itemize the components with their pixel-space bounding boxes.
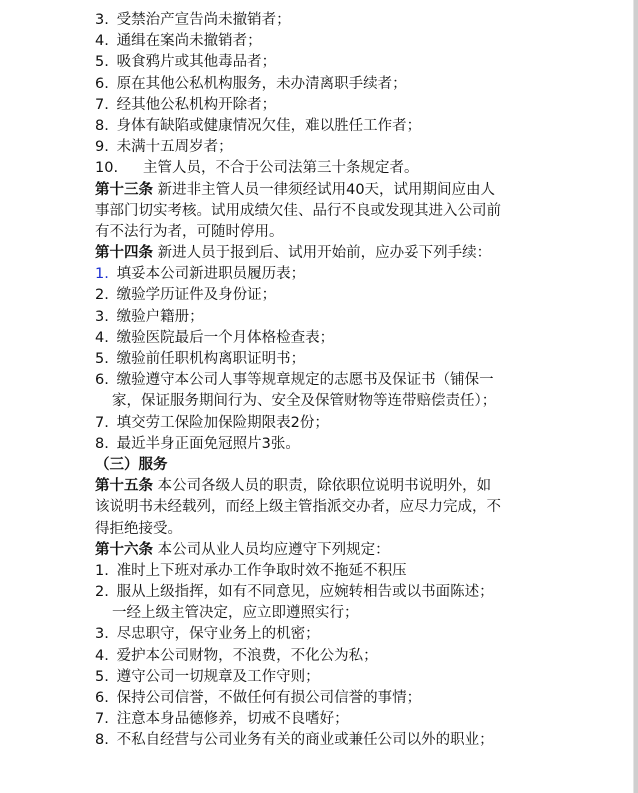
- article-13-line: 有不法行为者，可随时停用。: [95, 223, 284, 240]
- item-number: 8.: [95, 435, 109, 452]
- item-number: 5.: [95, 668, 109, 685]
- list-item: [95, 95, 545, 116]
- list-item: [95, 370, 545, 391]
- list-item: [95, 10, 545, 31]
- list-item: [95, 413, 545, 434]
- item-text: 注意本身品德修养，切戒不良嗜好；: [116, 711, 349, 728]
- item-text: 爱护本公司财物，不浪费，不化公为私；: [116, 647, 378, 664]
- article-title: 第十五条: [95, 478, 153, 495]
- list-item: [95, 349, 545, 370]
- article-13-line: 事部门切实考核。试用成绩欠佳、品行不良或发现其进入公司前: [95, 202, 501, 219]
- article-16: [95, 540, 545, 561]
- item-number: 6.: [95, 75, 109, 92]
- article-13: [95, 180, 545, 201]
- item-number: 7.: [95, 414, 109, 431]
- list-item: [95, 582, 545, 603]
- item-text: 缴验前任职机构离职证明书；: [116, 351, 306, 367]
- list-item: [95, 31, 545, 52]
- list-item: [95, 328, 545, 349]
- list-item: [95, 667, 545, 688]
- item-text: 缴验户籍册；: [116, 308, 204, 325]
- item-text: 遵守公司一切规章及工作守则；: [116, 668, 320, 685]
- item-number: 4.: [95, 647, 109, 664]
- article-text: 本公司各级人员的职责，除依职位说明书说明外，如: [153, 478, 492, 495]
- item-number: 10.: [95, 160, 119, 177]
- item-text: 受禁治产宣告尚未撤销者；: [116, 12, 291, 28]
- page-edge-scrollbar: [633, 0, 638, 793]
- item-number: 9.: [95, 139, 109, 156]
- item-number: 1.: [95, 562, 109, 579]
- item-text: 准时上下班对承办工作争取时效不拖延不积压: [116, 562, 407, 579]
- list-item: [95, 688, 545, 709]
- list-item: [95, 52, 545, 73]
- item-number: 3.: [95, 626, 109, 643]
- section-heading: （三）服务: [95, 456, 168, 473]
- item-number: 7.: [95, 711, 109, 728]
- item-text: 填交劳工保险加保险期限表2份；: [116, 414, 329, 431]
- item-text: 原在其他公私机构服务，未办清离职手续者；: [116, 75, 407, 92]
- item-number: 3.: [95, 308, 109, 325]
- list-item: [95, 730, 545, 751]
- item-number: 2.: [95, 584, 109, 601]
- list-item: [95, 307, 545, 328]
- list-item: [95, 158, 545, 179]
- item-number: 4.: [95, 33, 109, 50]
- item-text: 服从上级指挥，如有不同意见，应婉转相告或以书面陈述；: [116, 584, 494, 601]
- article-title: 第十三条: [95, 181, 153, 198]
- list-item: [95, 709, 545, 730]
- item-number: 1.: [95, 266, 109, 283]
- item-number: 8.: [95, 732, 109, 749]
- item-number: 8.: [95, 117, 109, 134]
- item-text: 未满十五周岁者；: [116, 139, 233, 156]
- item-text: 缴验遵守本公司人事等规章规定的志愿书及保证书（铺保一: [116, 372, 494, 389]
- item-number: 3.: [95, 12, 109, 28]
- item-number: 6.: [95, 690, 109, 706]
- item-text: 一经上级主管决定，应立即遵照实行；: [112, 605, 359, 622]
- list-item: [95, 74, 545, 95]
- list-item-continuation: [95, 603, 545, 624]
- item-text: 填妥本公司新进职员履历表；: [116, 266, 306, 283]
- article-text: 新进非主管人员一律须经试用40天，试用期间应由人: [153, 181, 496, 198]
- item-text: 经其他公私机构开除者；: [116, 96, 277, 113]
- item-number: 7.: [95, 96, 109, 113]
- article-15: [95, 476, 545, 497]
- item-text: 家，保证服务期间行为、安全及保管财物等连带赔偿责任）；: [112, 393, 497, 410]
- list-item: [95, 137, 545, 158]
- item-number: 5.: [95, 351, 109, 367]
- list-item: [95, 624, 545, 645]
- item-text: 尽忠职守，保守业务上的机密；: [116, 626, 320, 643]
- list-item: [95, 285, 545, 306]
- article-title: 第十四条: [95, 245, 153, 262]
- article-15-line: 该说明书未经载列，而经上级主管指派交办者，应尽力完成，不: [95, 499, 501, 516]
- item-text: 缴验学历证件及身份证；: [116, 287, 277, 304]
- list-item: [95, 434, 545, 455]
- list-item-continuation: [95, 391, 545, 412]
- item-text: 缴验医院最后一个月体格检查表；: [116, 329, 335, 346]
- item-text: 不私自经营与公司业务有关的商业或兼任公司以外的职业；: [116, 732, 494, 749]
- item-text: 身体有缺陷或健康情况欠佳，难以胜任工作者；: [116, 117, 422, 134]
- item-number: 5.: [95, 54, 109, 71]
- list-item: [95, 646, 545, 667]
- article-14: [95, 243, 545, 264]
- item-text: 通缉在案尚未撤销者；: [116, 33, 262, 50]
- article-15-line: 得拒绝接受。: [95, 520, 182, 537]
- item-text: 最近半身正面免冠照片3张。: [116, 435, 300, 452]
- list-item: [95, 264, 545, 285]
- list-item: [95, 561, 545, 582]
- document-page: [95, 10, 545, 752]
- item-text: 吸食鸦片或其他毒品者；: [116, 54, 277, 71]
- item-number: 4.: [95, 329, 109, 346]
- article-title: 第十六条: [95, 541, 153, 558]
- item-text: 主管人员，不合于公司法第三十条规定者。: [143, 160, 419, 177]
- article-text: 本公司从业人员均应遵守下列规定：: [153, 541, 390, 558]
- article-text: 新进人员于报到后、试用开始前，应办妥下列手续：: [153, 245, 492, 262]
- item-number: 2.: [95, 287, 109, 304]
- item-text: 保持公司信誉，不做任何有损公司信誉的事情；: [116, 690, 422, 706]
- list-item: [95, 116, 545, 137]
- item-number: 6.: [95, 372, 109, 389]
